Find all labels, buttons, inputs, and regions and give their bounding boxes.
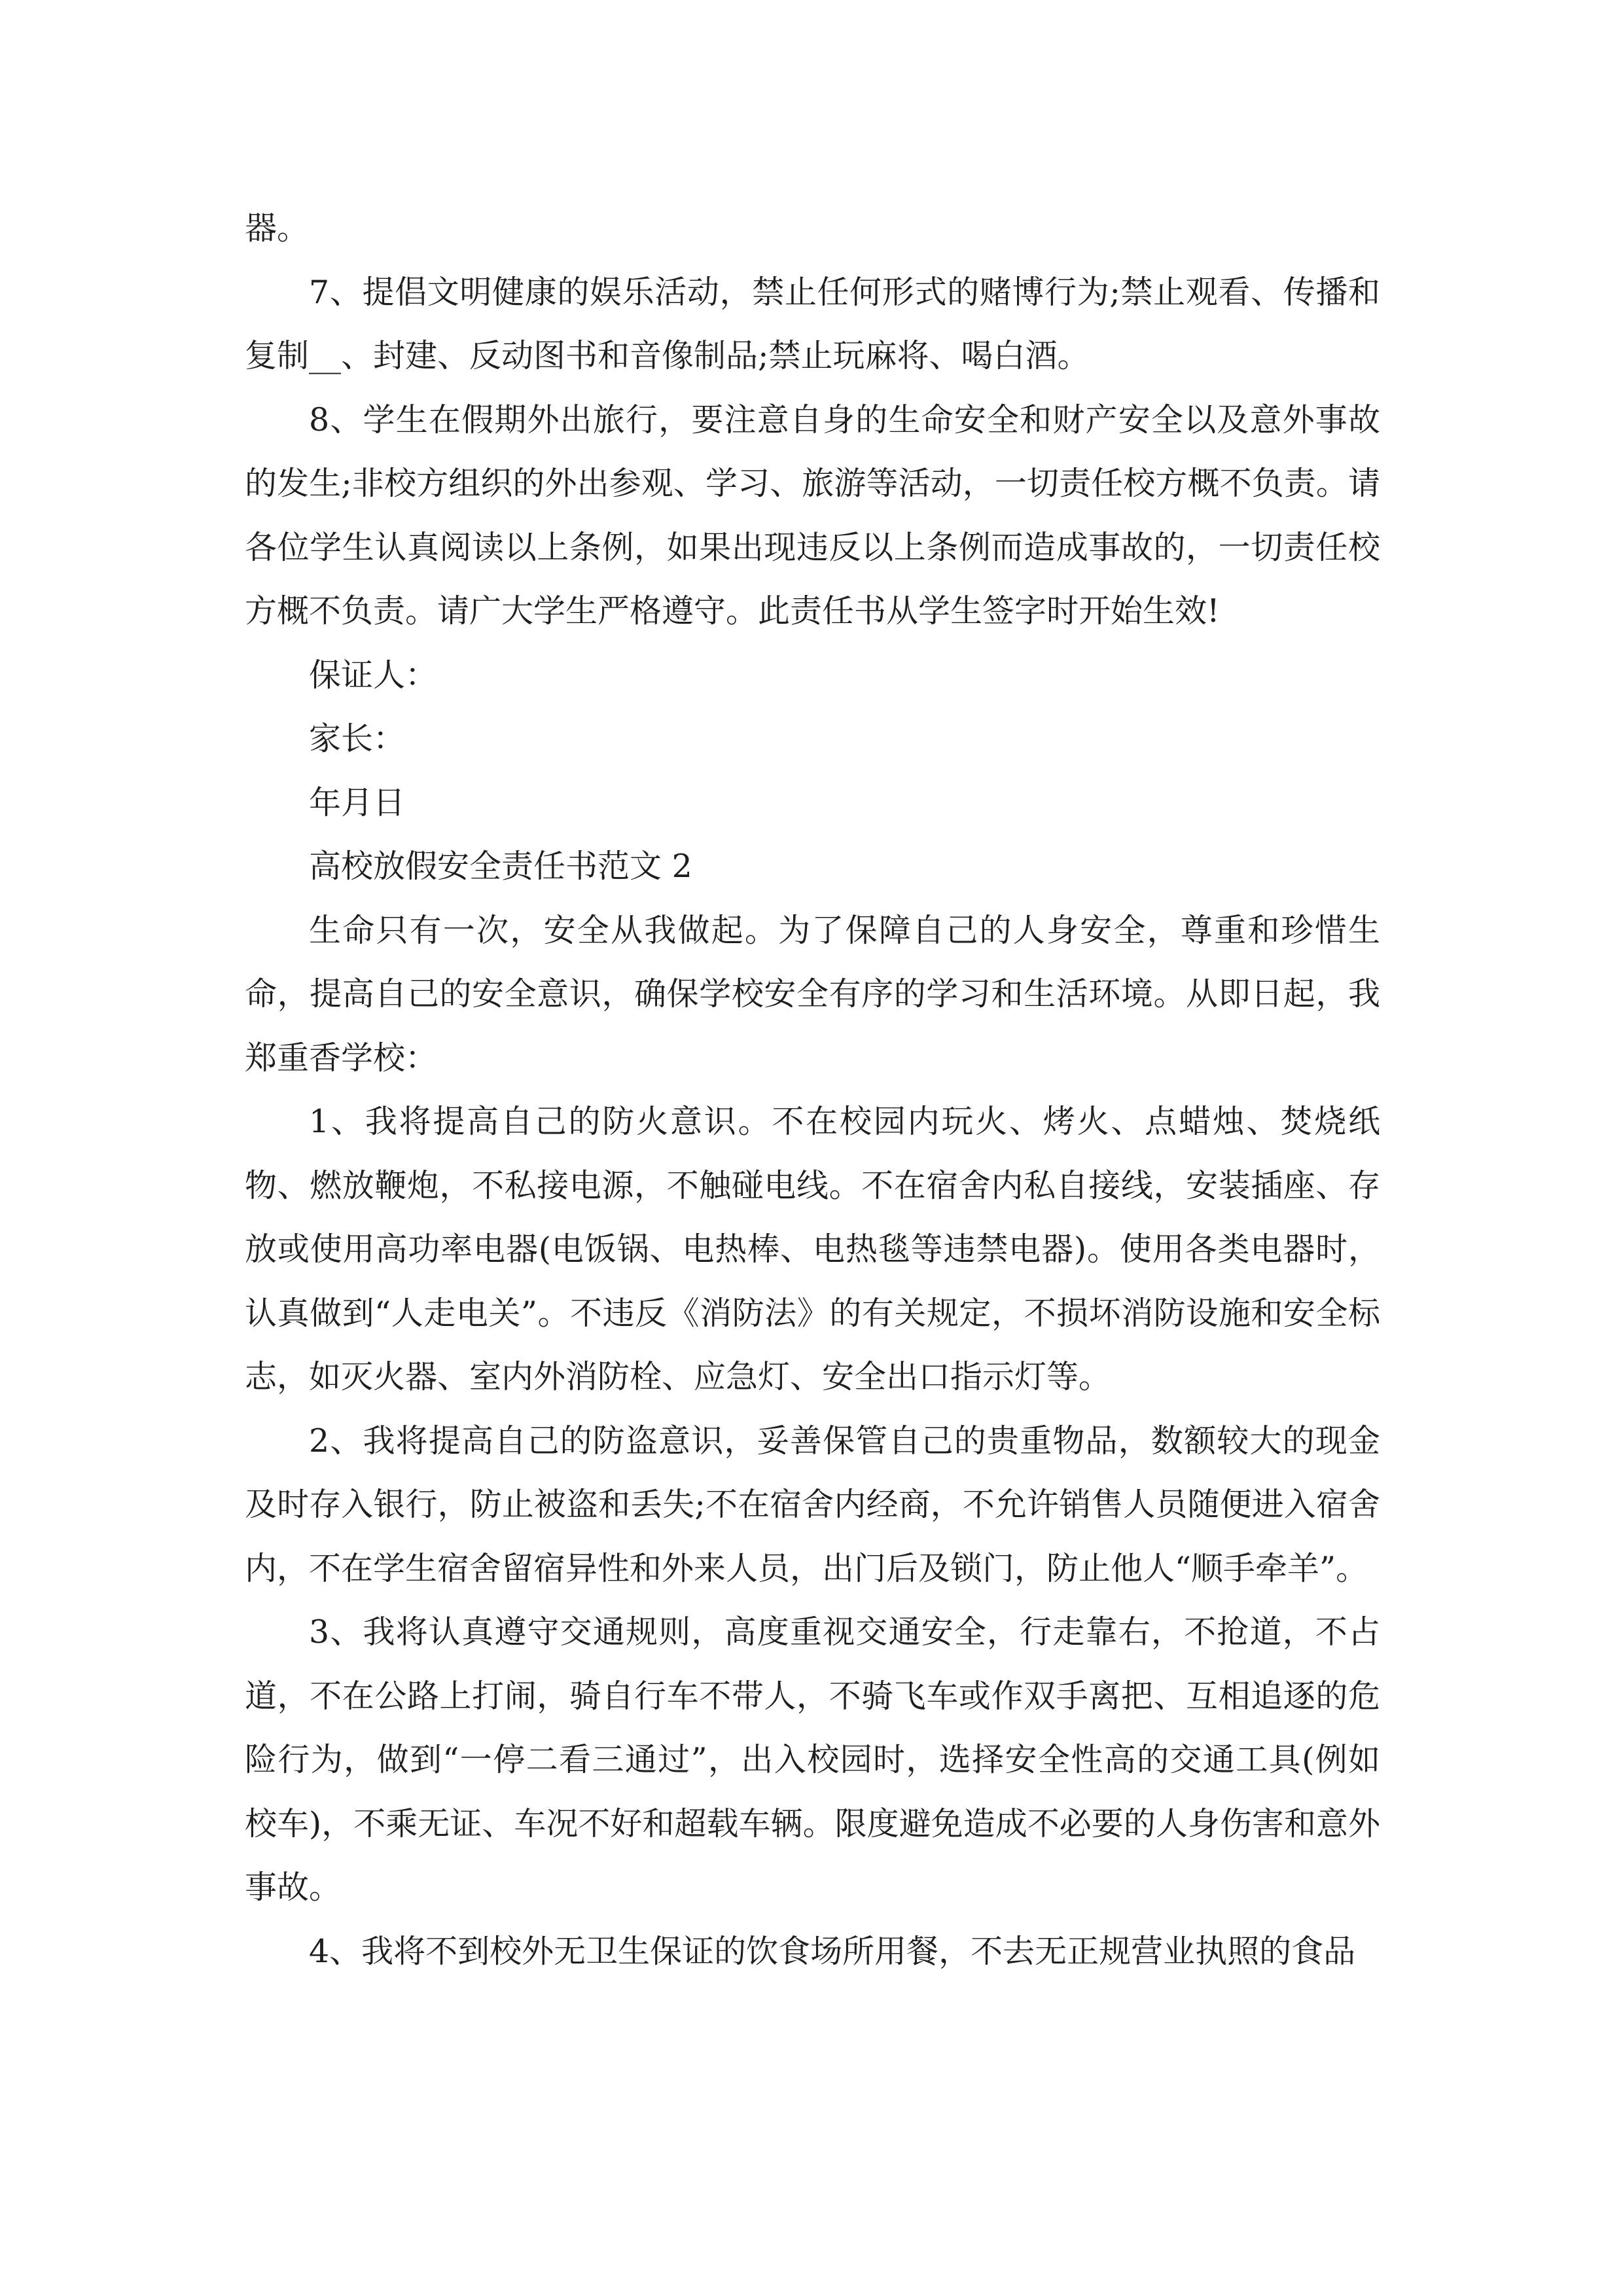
- paragraph-item-7: 7、提倡文明健康的娱乐活动，禁止任何形式的赌博行为;禁止观看、传播和复制__、封建、反动图书和音像制品;禁止玩麻将、喝白酒。: [245, 273, 1380, 374]
- document-body: [245, 196, 1380, 1983]
- paragraph-intro: 生命只有一次，安全从我做起。为了保障自己的人身安全，尊重和珍惜生命，提高自己的安全意识，确保学校安全有序的学习和生活环境。从即日起，我郑重香学校：: [245, 911, 1380, 1077]
- paragraph-continuation: 器。: [245, 209, 310, 247]
- signature-parent: 家长：: [309, 720, 406, 757]
- paragraph-item-2: 2、我将提高自己的防盗意识，妥善保管自己的贵重物品，数额较大的现金及时存入银行，防止被盗和丢失;不在宿舍内经商，不允许销售人员随便进入宿舍内，不在学生宿舍留宿异性和外来人员，出门后及锁门，防止他人“顺手牵羊”。: [245, 1422, 1380, 1587]
- signature-date: 年月日: [309, 783, 406, 821]
- paragraph-item-1: 1、我将提高自己的防火意识。不在校园内玩火、烤火、点蜡烛、焚烧纸物、燃放鞭炮，不私接电源，不触碰电线。不在宿舍内私自接线，安装插座、存放或使用高功率电器(电饭锅、电热棒、电热毯等违禁电器)。使用各类电器时，认真做到“人走电关”。不违反《消防法》的有关规定，不损坏消防设施和安全标志，如灭火器、室内外消防栓、应急灯、安全出口指示灯等。: [245, 1103, 1380, 1395]
- paragraph-item-4: 4、我将不到校外无卫生保证的饮食场所用餐，不去无正规营业执照的食品: [309, 1932, 1356, 1970]
- section-title: 高校放假安全责任书范文 2: [309, 848, 692, 885]
- signature-guarantor: 保证人：: [309, 656, 438, 694]
- paragraph-item-3: 3、我将认真遵守交通规则，高度重视交通安全，行走靠右，不抢道，不占道，不在公路上打闹，骑自行车不带人，不骑飞车或作双手离把、互相追逐的危险行为，做到“一停二看三通过”，出入校园时，选择安全性高的交通工具(例如校车)，不乘无证、车况不好和超载车辆。限度避免造成不必要的人身伤害和意外事故。: [245, 1613, 1380, 1906]
- paragraph-item-8: 8、学生在假期外出旅行，要注意自身的生命安全和财产安全以及意外事故的发生;非校方组织的外出参观、学习、旅游等活动，一切责任校方概不负责。请各位学生认真阅读以上条例，如果出现违反以上条例而造成事故的，一切责任校方概不负责。请广大学生严格遵守。此责任书从学生签字时开始生效!: [245, 401, 1380, 630]
